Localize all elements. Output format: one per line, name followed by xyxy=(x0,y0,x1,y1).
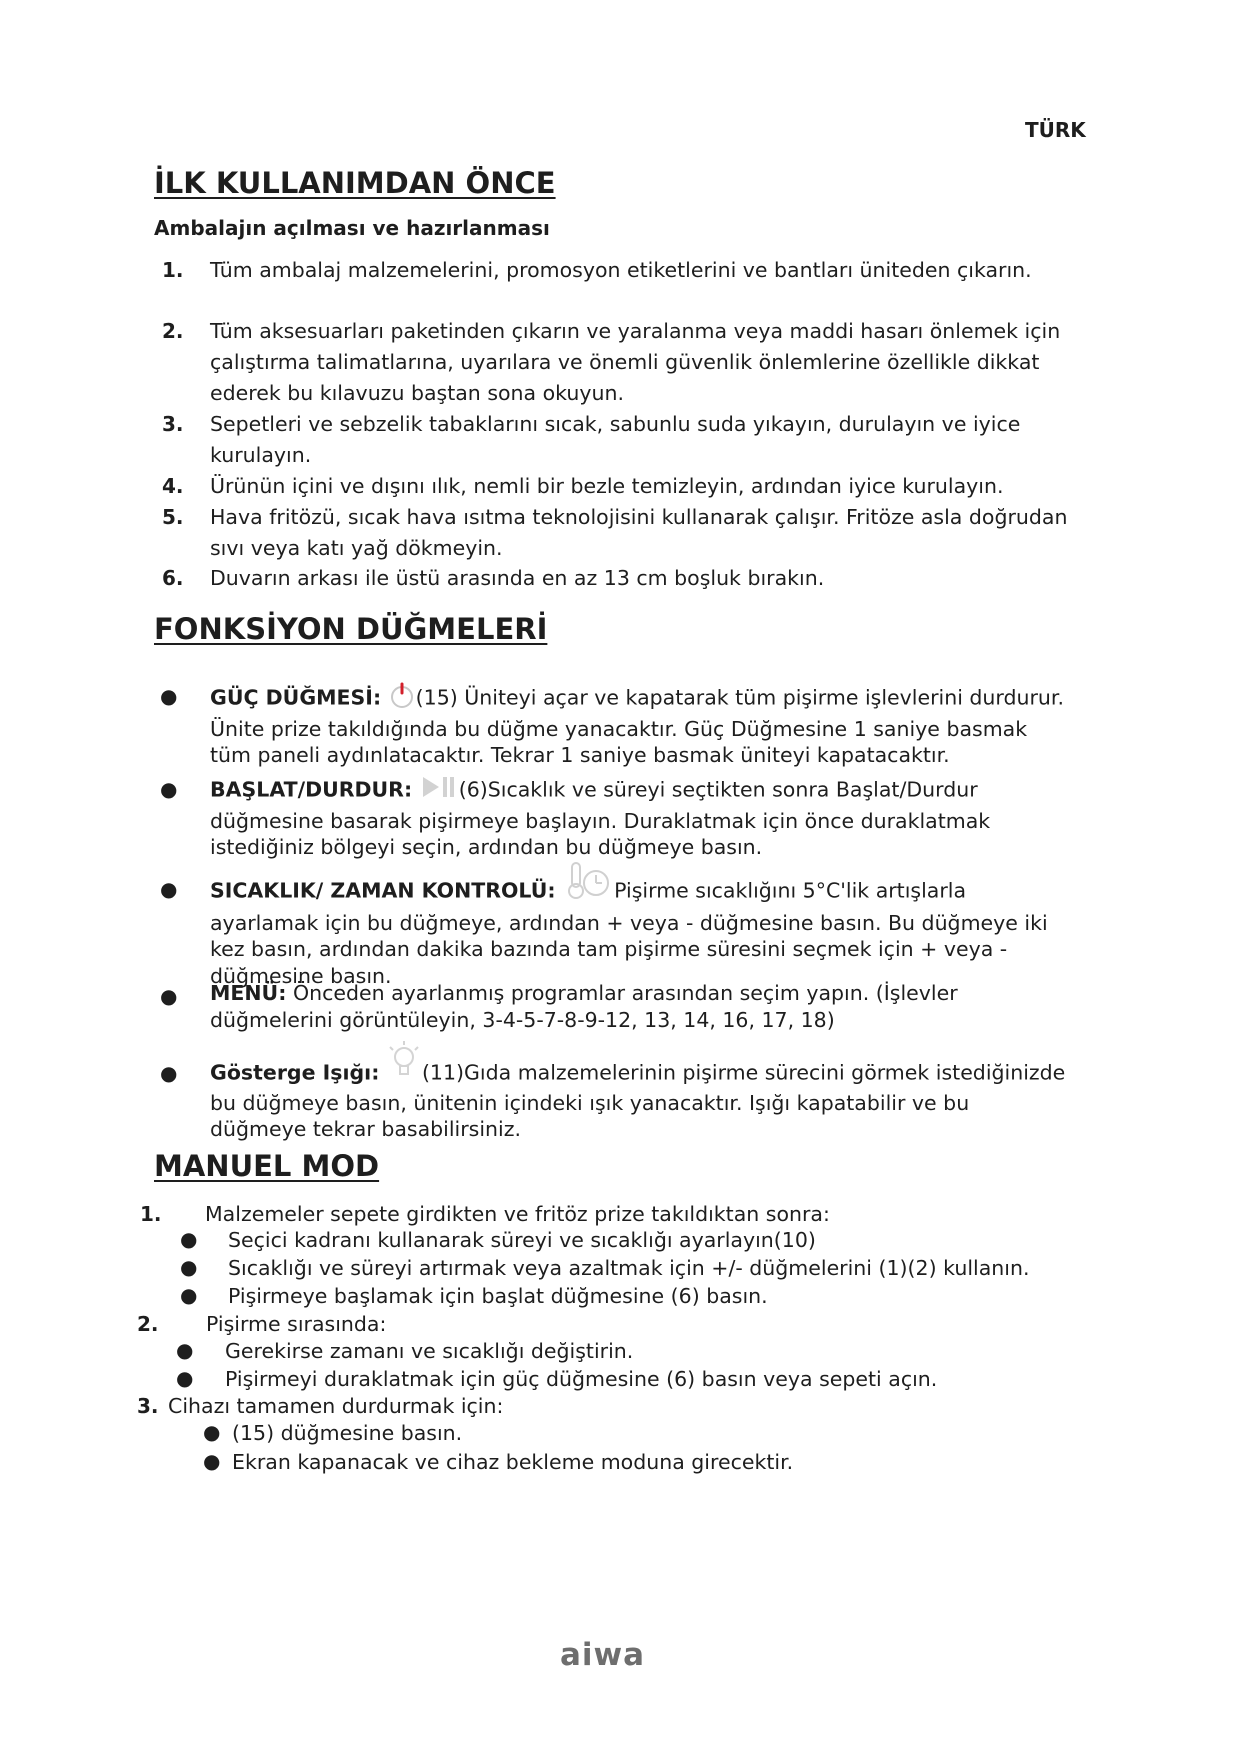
indicator-light-description: Gösterge Işığı: (11)Gıda malzemelerinin pişirme sürecini görmek istediğinizde bu düğmeye basın, ünitenin içindeki ışık yanacaktır. Işığı kapatabilir ve bu düğmeye tekrar basabilirsiniz. xyxy=(210,1057,1130,1143)
bullet: ● xyxy=(160,684,178,708)
step-bullet: Sıcaklığı ve süreyi artırmak veya azaltmak için +/- düğmelerini (1)(2) kullanın. xyxy=(228,1256,1030,1280)
indicator-light-label: Gösterge Işığı: xyxy=(210,1060,380,1085)
step-text: Pişirme sırasında: xyxy=(206,1312,387,1336)
section-title-first-use: İLK KULLANIMDAN ÖNCE xyxy=(154,166,556,200)
menu-description: MENÜ: Önceden ayarlanmış programlar arasından seçim yapın. (İşlevler düğmelerini görüntüleyin, 3-4-5-7-8-9-12, 13, 14, 16, 17, 18) xyxy=(210,981,958,1032)
bullet: ● xyxy=(160,1061,178,1085)
bullet: ● xyxy=(180,1283,198,1307)
section-title-function-buttons: FONKSİYON DÜĞMELERİ xyxy=(154,612,548,646)
start-stop-description: BAŞLAT/DURDUR: (6)Sıcaklık ve süreyi seçtikten sonra Başlat/Durdur düğmesine basarak pişirmeye başlayın. Duraklatmak için önce duraklatmak istediğiniz bölgeyi seçin, ardından bu düğmeye basın. xyxy=(210,773,1130,861)
bullet: ● xyxy=(160,777,178,801)
bullet: ● xyxy=(176,1366,194,1390)
power-button-label: GÜÇ DÜĞMESİ: xyxy=(210,685,382,710)
list-number: 6. xyxy=(162,566,184,590)
temp-time-control-description: SICAKLIK/ ZAMAN KONTROLÜ: Pişirme sıcaklığını 5°C'lik artışlarla ayarlamak için bu düğmeye, ardından + veya - düğmesine basın. Bu düğmeye iki kez basın, ardından dakika bazında tam pişirme süresini seçmek için + veya - düğmesine basın. xyxy=(210,873,1130,989)
list-item: Ürünün içini ve dışını ılık, nemli bir bezle temizleyin, ardından iyice kurulayın. xyxy=(210,474,1004,498)
temp-time-control-label: SICAKLIK/ ZAMAN KONTROLÜ: xyxy=(210,878,556,903)
power-button-description: GÜÇ DÜĞMESİ: (15) Üniteyi açar ve kapatarak tüm pişirme işlevlerini durdurur. Ünite prize takıldığında bu düğme yanacaktır. Güç Düğmesine 1 saniye basmak tüm paneli aydınlatacaktır. Tekrar 1 saniye basmak üniteyi kapatacaktır. xyxy=(210,681,1130,769)
bullet: ● xyxy=(180,1255,198,1279)
list-item: Tüm aksesuarları paketinden çıkarın ve yaralanma veya maddi hasarı önlemek için çalıştırma talimatlarına, uyarılara ve önemli güvenlik önlemlerine özellikle dikkat ederek bu kılavuzu baştan sona okuyun. xyxy=(210,319,1061,405)
list-number: 5. xyxy=(162,505,184,529)
section-subtitle-unpacking: Ambalajın açılması ve hazırlanması xyxy=(154,216,550,240)
bullet: ● xyxy=(180,1227,198,1251)
step-bullet: (15) düğmesine basın. xyxy=(232,1421,463,1445)
brand-logo: aiwa xyxy=(560,1637,646,1673)
language-label: TÜRK xyxy=(1025,118,1086,142)
menu-label: MENÜ: xyxy=(210,981,287,1005)
list-number: 3. xyxy=(137,1394,159,1418)
list-number: 4. xyxy=(162,474,184,498)
step-bullet: Pişirmeye başlamak için başlat düğmesine (6) basın. xyxy=(228,1284,768,1308)
step-bullet: Seçici kadranı kullanarak süreyi ve sıcaklığı ayarlayın(10) xyxy=(228,1228,816,1252)
list-number: 1. xyxy=(140,1202,162,1226)
light-bulb-icon xyxy=(386,1039,422,1090)
bullet: ● xyxy=(160,877,178,901)
bullet: ● xyxy=(203,1420,221,1444)
step-bullet: Pişirmeyi duraklatmak için güç düğmesine (6) basın veya sepeti açın. xyxy=(225,1367,938,1391)
thermometer-clock-icon xyxy=(562,859,614,910)
step-bullet: Ekran kapanacak ve cihaz bekleme moduna girecektir. xyxy=(232,1450,794,1474)
list-number: 3. xyxy=(162,412,184,436)
bullet: ● xyxy=(160,984,178,1008)
list-item: Hava fritözü, sıcak hava ısıtma teknolojisini kullanarak çalışır. Fritöze asla doğrudan sıvı veya katı yağ dökmeyin. xyxy=(210,505,1068,560)
list-number: 2. xyxy=(162,319,184,343)
step-text: Cihazı tamamen durdurmak için: xyxy=(168,1394,504,1418)
list-item: Duvarın arkası ile üstü arasında en az 13 cm boşluk bırakın. xyxy=(210,566,825,590)
list-number: 1. xyxy=(162,258,184,282)
start-stop-label: BAŞLAT/DURDUR: xyxy=(210,777,413,802)
bullet: ● xyxy=(203,1449,221,1473)
section-title-manual-mode: MANUEL MOD xyxy=(154,1149,380,1183)
bullet: ● xyxy=(176,1338,194,1362)
play-pause-icon xyxy=(419,773,459,808)
step-bullet: Gerekirse zamanı ve sıcaklığı değiştirin. xyxy=(225,1339,634,1363)
step-text: Malzemeler sepete girdikten ve fritöz prize takıldıktan sonra: xyxy=(205,1202,830,1226)
list-item: Sepetleri ve sebzelik tabaklarını sıcak, sabunlu suda yıkayın, durulayın ve iyice kurulayın. xyxy=(210,412,1021,467)
list-item: Tüm ambalaj malzemelerini, promosyon etiketlerini ve bantları üniteden çıkarın. xyxy=(210,258,1032,282)
list-number: 2. xyxy=(137,1312,159,1336)
power-icon xyxy=(388,681,416,716)
